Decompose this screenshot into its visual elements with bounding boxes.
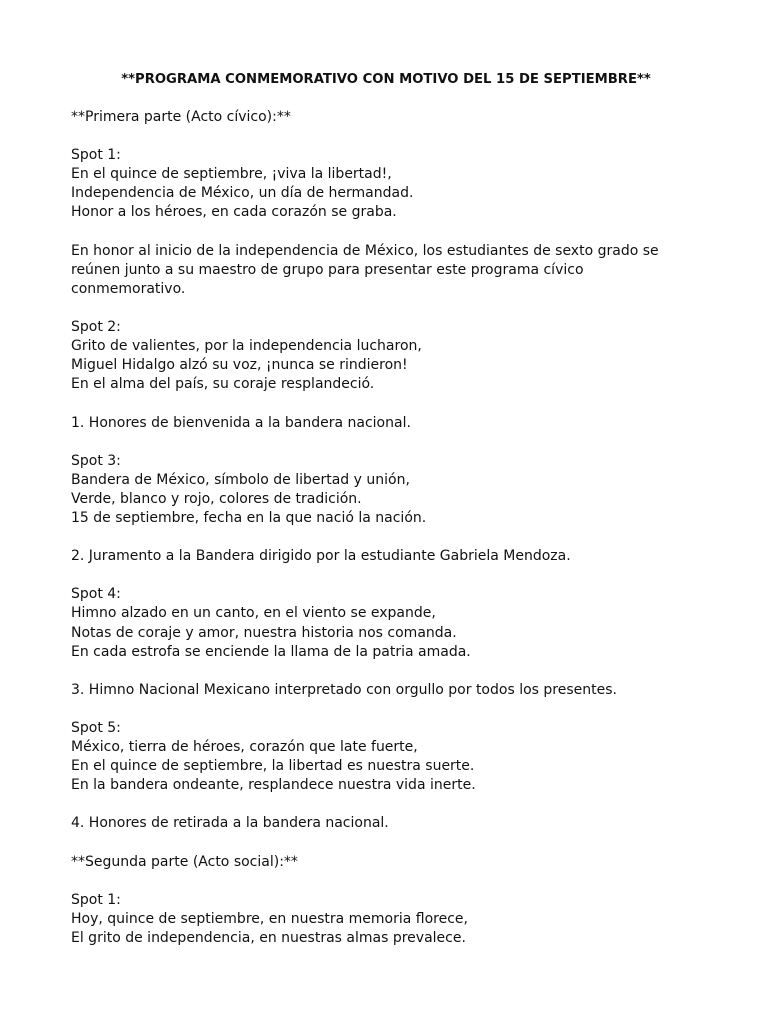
paragraph-block — [71, 853, 701, 872]
text-line: Spot 1: — [71, 147, 121, 164]
text-line: 1. Honores de bienvenida a la bandera nacional. — [71, 414, 411, 431]
document-title: **PROGRAMA CONMEMORATIVO CON MOTIVO DEL 15 DE SEPTIEMBRE** — [121, 72, 651, 87]
text-line: México, tierra de héroes, corazón que late fuerte, — [71, 739, 418, 756]
text-line: Spot 2: — [71, 319, 121, 336]
text-line: Spot 1: — [71, 891, 121, 908]
text-line: Grito de valientes, por la independencia lucharon, — [71, 338, 422, 355]
text-line: reúnen junto a su maestro de grupo para presentar este programa cívico — [71, 261, 584, 278]
paragraph-block — [71, 318, 701, 394]
text-line: Spot 3: — [71, 452, 121, 469]
paragraph-block — [71, 585, 701, 661]
document-page — [71, 70, 701, 967]
text-line: 2. Juramento a la Bandera dirigido por la estudiante Gabriela Mendoza. — [71, 548, 571, 565]
text-line: Independencia de México, un día de hermandad. — [71, 185, 414, 202]
document-body — [71, 108, 701, 948]
text-line: En cada estrofa se enciende la llama de la patria amada. — [71, 643, 471, 660]
text-line: Bandera de México, símbolo de libertad y unión, — [71, 471, 410, 488]
paragraph-block — [71, 891, 701, 948]
text-line: Miguel Hidalgo alzó su voz, ¡nunca se rindieron! — [71, 357, 408, 374]
text-line: 4. Honores de retirada a la bandera nacional. — [71, 815, 389, 832]
paragraph-block — [71, 547, 701, 566]
text-line: **Primera parte (Acto cívico):** — [71, 109, 291, 125]
text-line: En la bandera ondeante, resplandece nuestra vida inerte. — [71, 777, 476, 794]
text-line: Hoy, quince de septiembre, en nuestra memoria florece, — [71, 910, 468, 927]
text-line: Honor a los héroes, en cada corazón se graba. — [71, 204, 397, 221]
paragraph-block — [71, 814, 701, 833]
text-line: En honor al inicio de la independencia de México, los estudiantes de sexto grado se — [71, 242, 659, 259]
text-line: conmemorativo. — [71, 280, 186, 297]
text-line: Spot 4: — [71, 586, 121, 603]
text-line: En el alma del país, su coraje resplandeció. — [71, 376, 375, 393]
text-line: 3. Himno Nacional Mexicano interpretado con orgullo por todos los presentes. — [71, 681, 617, 698]
text-line: En el quince de septiembre, ¡viva la libertad!, — [71, 166, 392, 183]
text-line: **Segunda parte (Acto social):** — [71, 853, 298, 870]
paragraph-block — [71, 108, 701, 127]
paragraph-block — [71, 414, 701, 433]
paragraph-block — [71, 681, 701, 700]
paragraph-block — [71, 719, 701, 795]
paragraph-block — [71, 146, 701, 222]
text-line: Himno alzado en un canto, en el viento se expande, — [71, 605, 436, 622]
text-line: En el quince de septiembre, la libertad es nuestra suerte. — [71, 758, 475, 775]
text-line: Verde, blanco y rojo, colores de tradición. — [71, 490, 362, 507]
paragraph-block — [71, 242, 701, 299]
text-line: 15 de septiembre, fecha en la que nació la nación. — [71, 509, 427, 526]
paragraph-block — [71, 452, 701, 528]
text-line: El grito de independencia, en nuestras almas prevalece. — [71, 930, 466, 947]
text-line: Spot 5: — [71, 720, 121, 736]
text-line: Notas de coraje y amor, nuestra historia nos comanda. — [71, 624, 457, 641]
